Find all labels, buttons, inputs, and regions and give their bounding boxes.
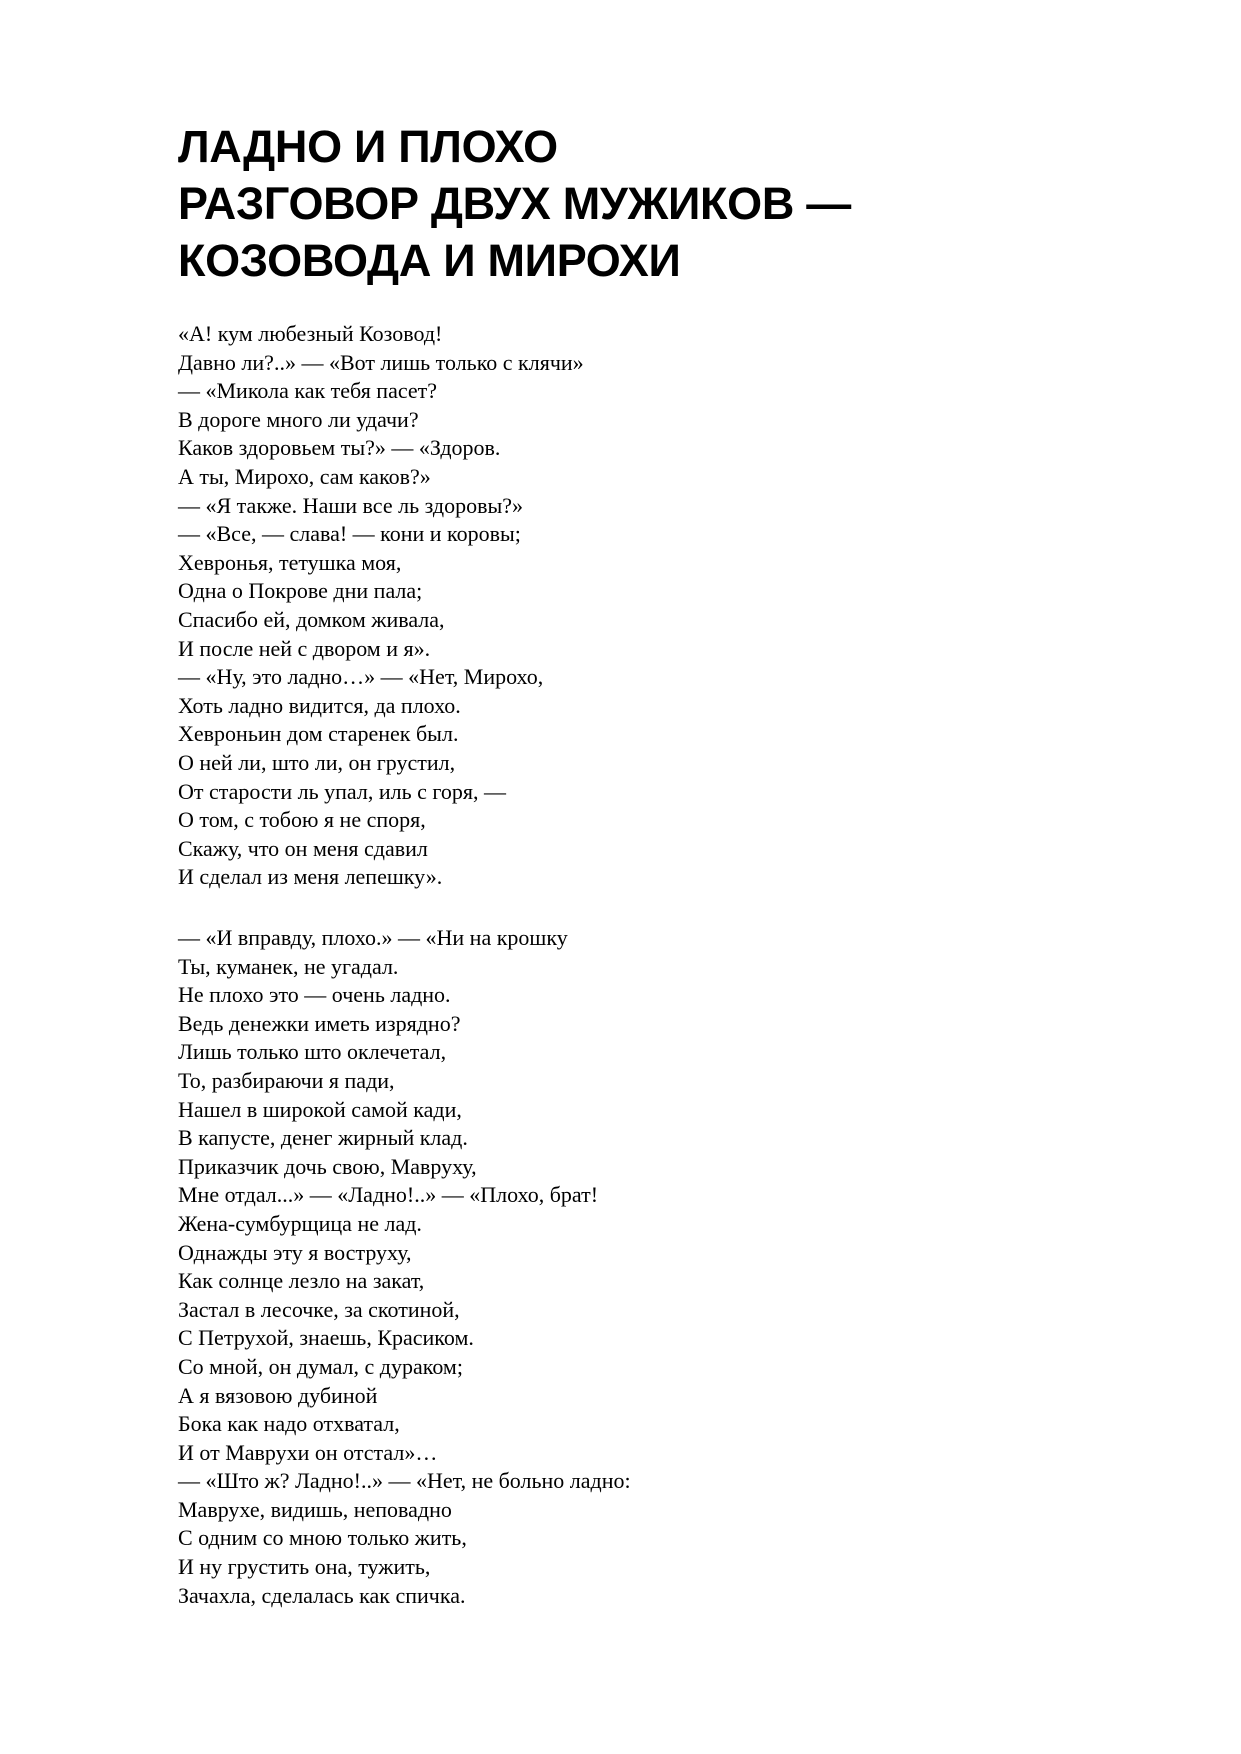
verse-line: Не плохо это — очень ладно. — [178, 982, 451, 1008]
verse-line: С Петрухой, знаешь, Красиком. — [178, 1325, 474, 1351]
verse-line: Ведь денежки иметь изрядно? — [178, 1010, 461, 1036]
verse-line: Одна о Покрове дни пала; — [178, 578, 423, 604]
stanza — [178, 924, 1078, 1610]
verse-line: Лишь только што оклечетал, — [178, 1039, 447, 1065]
verse-line: То, разбираючи я пади, — [178, 1067, 395, 1093]
verse-line: В дороге много ли удачи? — [178, 406, 419, 432]
verse-line: И после ней с двором и я». — [178, 635, 431, 661]
verse-line: Ты, куманек, не угадал. — [178, 953, 399, 979]
verse-line: Нашел в широкой самой кади, — [178, 1096, 462, 1122]
verse-line: А ты, Мирохо, сам каков?» — [178, 463, 431, 489]
verse-line: Хевронья, тетушка моя, — [178, 549, 402, 575]
verse-line: А я вязовою дубиной — [178, 1382, 378, 1408]
verse-line: Каков здоровьем ты?» — «Здоров. — [178, 435, 501, 461]
verse-line: — «Што ж? Ладно!..» — «Нет, не больно ладно: — [178, 1468, 631, 1494]
verse-line: О ней ли, што ли, он грустил, — [178, 749, 456, 775]
verse-line: Со мной, он думал, с дураком; — [178, 1353, 463, 1379]
verse-line: Застал в лесочке, за скотиной, — [178, 1296, 460, 1322]
verse-line: Бока как надо отхватал, — [178, 1411, 400, 1437]
verse-line: — «И вправду, плохо.» — «Ни на крошку — [178, 925, 568, 950]
verse-line: Скажу, что он меня сдавил — [178, 835, 428, 861]
verse-line: — «Все, — слава! — кони и коровы; — [178, 521, 521, 547]
verse-line: С одним со мною только жить, — [178, 1525, 467, 1551]
title-line: КОЗОВОДА И МИРОХИ — [178, 235, 681, 286]
title-line: РАЗГОВОР ДВУХ МУЖИКОВ — — [178, 178, 851, 229]
poem-title — [178, 118, 1178, 289]
verse-line: — «Я также. Наши все ль здоровы?» — [178, 492, 524, 518]
verse-line: В капусте, денег жирный клад. — [178, 1125, 468, 1151]
verse-line: Хевроньин дом старенек был. — [178, 721, 459, 747]
title-line: ЛАДНО И ПЛОХО — [178, 121, 558, 172]
verse-line: Как солнце лезло на закат, — [178, 1268, 425, 1294]
verse-line: Мне отдал...» — «Ладно!..» — «Плохо, брат! — [178, 1182, 599, 1208]
verse-line: — «Ну, это ладно…» — «Нет, Мирохо, — [178, 664, 544, 690]
stanza — [178, 320, 1078, 892]
verse-line: И от Маврухи он отстал»… — [178, 1439, 438, 1465]
verse-line: Зачахла, сделалась как спичка. — [178, 1582, 466, 1608]
verse-line: Давно ли?..» — «Вот лишь только с клячи» — [178, 349, 584, 375]
verse-line: Хоть ладно видится, да плохо. — [178, 692, 461, 718]
verse-line: — «Микола как тебя пасет? — [178, 378, 438, 404]
verse-line: И сделал из меня лепешку». — [178, 864, 443, 890]
verse-line: Спасибо ей, домком живала, — [178, 606, 445, 632]
verse-line: Жена-сумбурщица не лад. — [178, 1210, 422, 1236]
verse-line: От старости ль упал, иль с горя, — — [178, 778, 506, 804]
verse-line: И ну грустить она, тужить, — [178, 1554, 431, 1580]
verse-line: О том, с тобою я не споря, — [178, 807, 426, 833]
verse-line: «А! кум любезный Козовод! — [178, 321, 443, 346]
verse-line: Приказчик дочь свою, Мавруху, — [178, 1153, 477, 1179]
verse-line: Маврухе, видишь, неповадно — [178, 1496, 452, 1522]
verse-line: Однажды эту я воструху, — [178, 1239, 412, 1265]
